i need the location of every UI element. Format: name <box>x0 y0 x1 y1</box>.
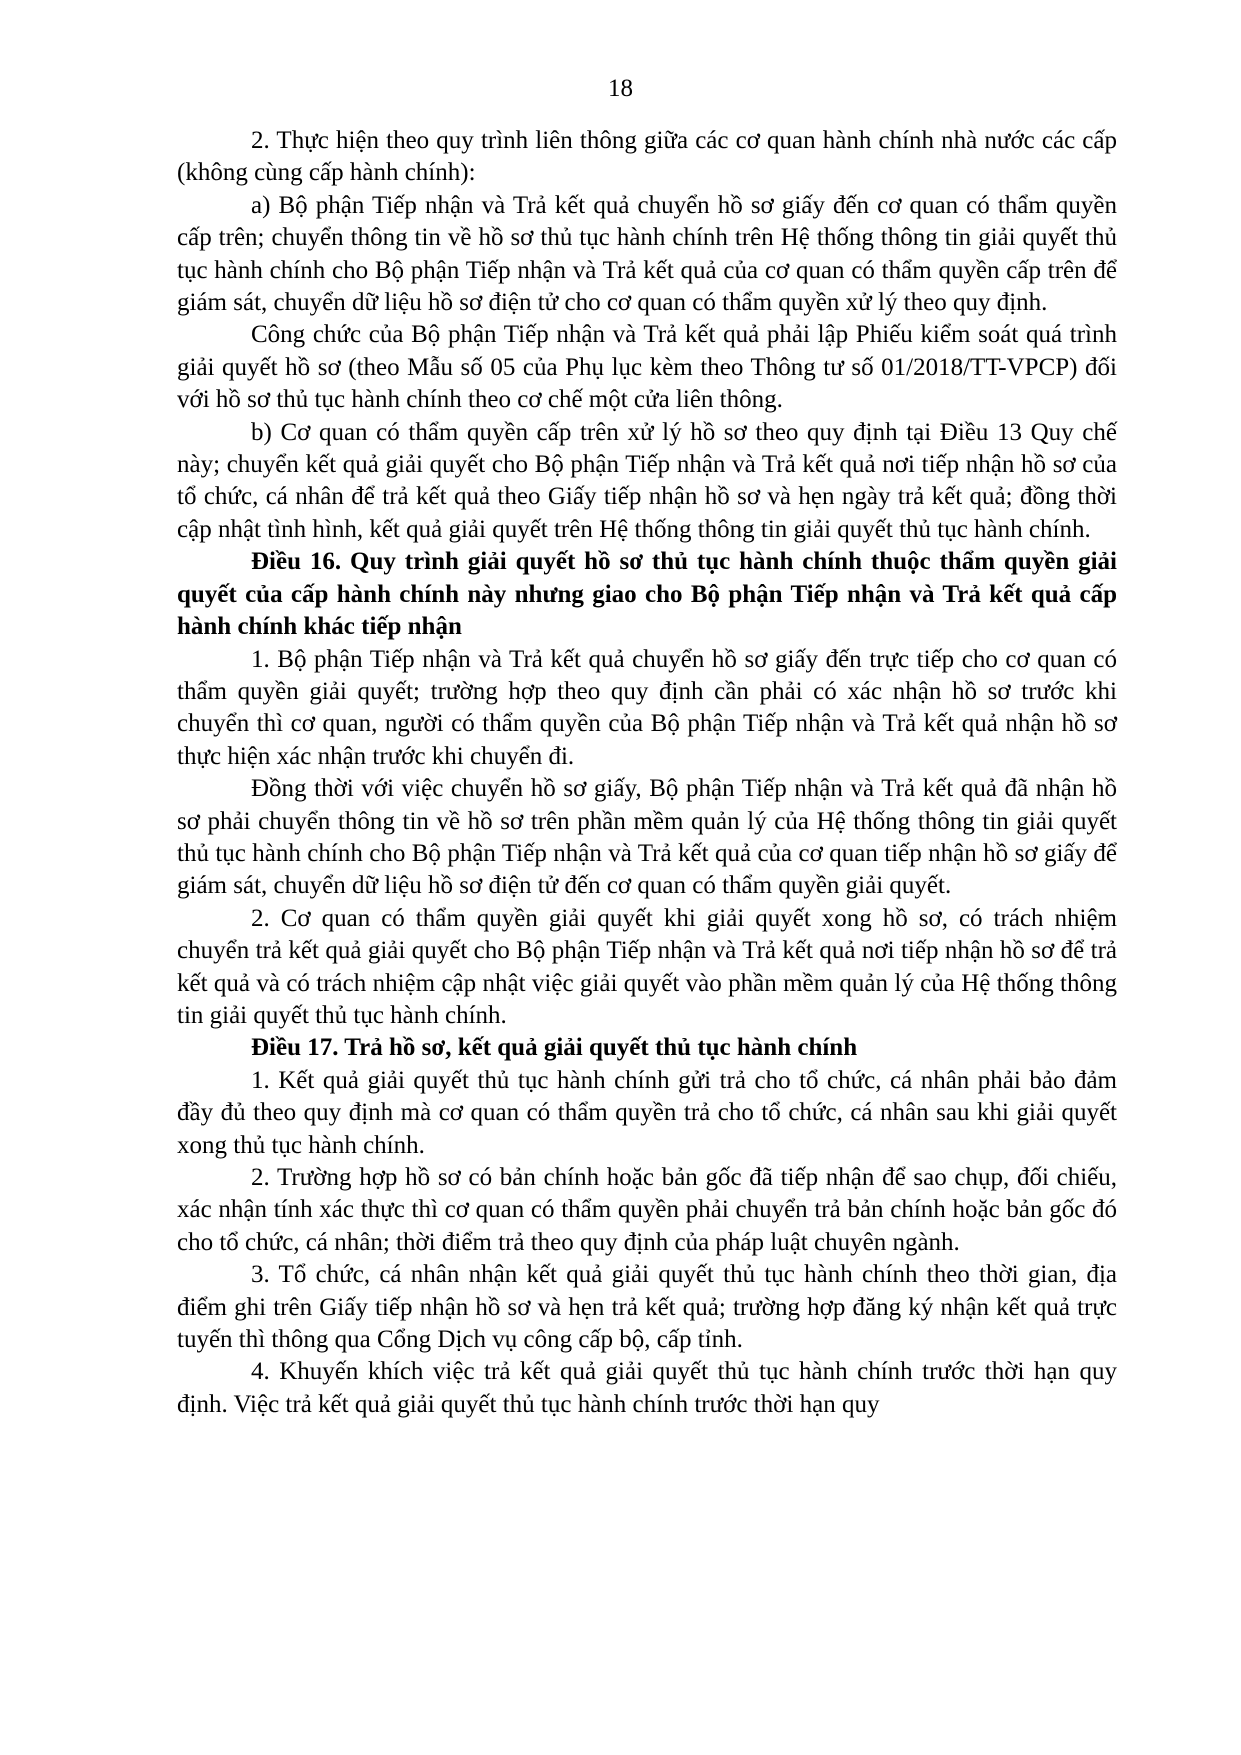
paragraph-item-2a: a) Bộ phận Tiếp nhận và Trả kết quả chuyển hồ sơ giấy đến cơ quan có thẩm quyền cấp trên; chuyển thông tin về hồ sơ thủ tục hành chính trên Hệ thống thông tin giải quyết thủ tục hành chính cho Bộ phận Tiếp nhận và Trả kết quả của cơ quan có thẩm quyền cấp trên để giám sát, chuyển dữ liệu hồ sơ điện tử cho cơ quan có thẩm quyền xử lý theo quy định. <box>177 191 1117 317</box>
paragraph-item-2b: b) Cơ quan có thẩm quyền cấp trên xử lý hồ sơ theo quy định tại Điều 13 Quy chế này; chuyển kết quả giải quyết cho Bộ phận Tiếp nhận và Trả kết quả nơi tiếp nhận hồ sơ của tổ chức, cá nhân để trả kết quả theo Giấy tiếp nhận hồ sơ và hẹn ngày trả kết quả; đồng thời cập nhật tình hình, kết quả giải quyết trên Hệ thống thông tin giải quyết thủ tục hành chính. <box>177 418 1117 543</box>
paragraph-article-16-item-1: 1. Bộ phận Tiếp nhận và Trả kết quả chuyển hồ sơ giấy đến trực tiếp cho cơ quan có thẩm quyền giải quyết; trường hợp theo quy định cần phải có xác nhận hồ sơ trước khi chuyển thì cơ quan, người có thẩm quyền của Bộ phận Tiếp nhận và Trả kết quả nhận hồ sơ thực hiện xác nhận trước khi chuyển đi. <box>177 645 1117 770</box>
paragraph-article-17-item-3: 3. Tổ chức, cá nhân nhận kết quả giải quyết thủ tục hành chính theo thời gian, địa điểm ghi trên Giấy tiếp nhận hồ sơ và hẹn trả kết quả; trường hợp đăng ký nhận kết quả trực tuyến thì thông qua Cổng Dịch vụ công cấp bộ, cấp tỉnh. <box>177 1261 1117 1354</box>
paragraph-article-16-dong-thoi: Đồng thời với việc chuyển hồ sơ giấy, Bộ phận Tiếp nhận và Trả kết quả đã nhận hồ sơ phải chuyển thông tin về hồ sơ trên phần mềm quản lý của Hệ thống thông tin giải quyết thủ tục hành chính cho Bộ phận Tiếp nhận và Trả kết quả của cơ quan tiếp nhận hồ sơ giấy để giám sát, chuyển dữ liệu hồ sơ điện tử đến cơ quan có thẩm quyền giải quyết. <box>177 775 1117 900</box>
paragraph-article-17-item-1: 1. Kết quả giải quyết thủ tục hành chính gửi trả cho tổ chức, cá nhân phải bảo đảm đầy đủ theo quy định mà cơ quan có thẩm quyền trả cho tổ chức, cá nhân sau khi giải quyết xong thủ tục hành chính. <box>177 1066 1117 1159</box>
paragraph-article-17-item-2: 2. Trường hợp hồ sơ có bản chính hoặc bản gốc đã tiếp nhận để sao chụp, đối chiếu, xác nhận tính xác thực thì cơ quan có thẩm quyền phải chuyển trả bản chính hoặc bản gốc đó cho tổ chức, cá nhân; thời điểm trả theo quy định của pháp luật chuyên ngành. <box>177 1164 1117 1256</box>
paragraph-article-16-item-2: 2. Cơ quan có thẩm quyền giải quyết khi giải quyết xong hồ sơ, có trách nhiệm chuyển trả kết quả giải quyết cho Bộ phận Tiếp nhận và Trả kết quả nơi tiếp nhận hồ sơ để trả kết quả và có trách nhiệm cập nhật việc giải quyết vào phần mềm quản lý của Hệ thống thông tin giải quyết thủ tục hành chính. <box>177 904 1117 1029</box>
paragraph-article-17-item-4: 4. Khuyến khích việc trả kết quả giải quyết thủ tục hành chính trước thời hạn quy định. Việc trả kết quả giải quyết thủ tục hành chính trước thời hạn quy <box>177 1358 1117 1418</box>
document-body <box>177 125 1117 1421</box>
article-16-heading: Điều 16. Quy trình giải quyết hồ sơ thủ tục hành chính thuộc thẩm quyền giải quyết của cấp hành chính này nhưng giao cho Bộ phận Tiếp nhận và Trả kết quả cấp hành chính khác tiếp nhận <box>177 548 1117 641</box>
article-17-heading: Điều 17. Trả hồ sơ, kết quả giải quyết thủ tục hành chính <box>251 1034 858 1062</box>
paragraph-item-2: 2. Thực hiện theo quy trình liên thông giữa các cơ quan hành chính nhà nước các cấp (không cùng cấp hành chính): <box>177 127 1117 187</box>
paragraph-cong-chuc: Công chức của Bộ phận Tiếp nhận và Trả kết quả phải lập Phiếu kiểm soát quá trình giải quyết hồ sơ (theo Mẫu số 05 của Phụ lục kèm theo Thông tư số 01/2018/TT-VPCP) đối với hồ sơ thủ tục hành chính theo cơ chế một cửa liên thông. <box>177 321 1117 414</box>
page-number: 18 <box>608 75 633 102</box>
